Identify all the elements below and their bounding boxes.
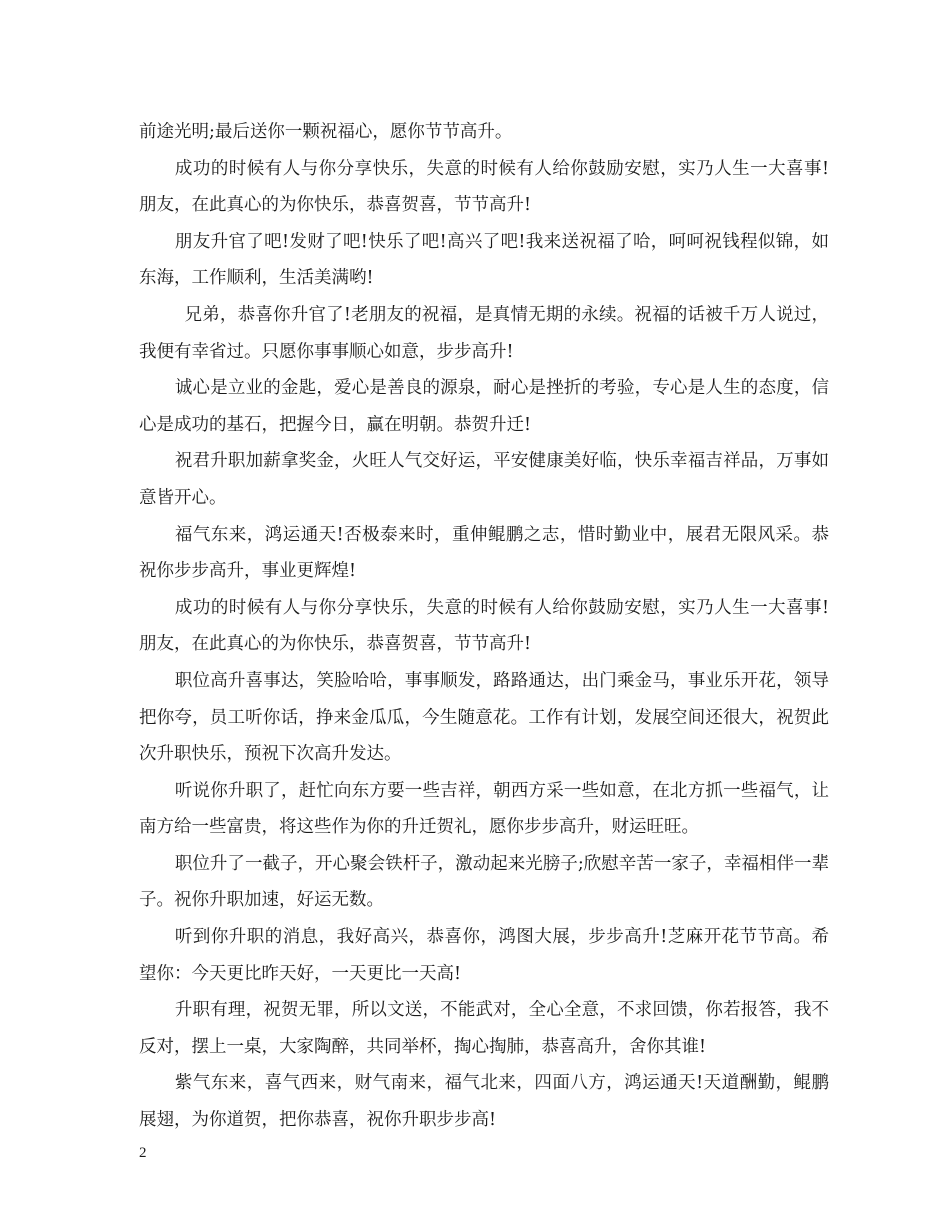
paragraph-4: 兄弟，恭喜你升官了!老朋友的祝福，是真情无期的永续。祝福的话被千万人说过，我便有幸省过。只愿你事事顺心如意，步步高升!: [139, 304, 829, 362]
paragraph-6: 祝君升职加薪拿奖金，火旺人气交好运，平安健康美好临，快乐幸福吉祥品，万事如意皆开心。: [139, 451, 829, 508]
document-body: [139, 114, 829, 1139]
page-number: 2: [139, 1145, 147, 1161]
paragraph-7: 福气东来，鸿运通天!否极泰来时，重伸鲲鹏之志，惜时勤业中，展君无限风采。恭祝你步步高升，事业更辉煌!: [139, 524, 829, 582]
paragraph-12: 听到你升职的消息，我好高兴，恭喜你，鸿图大展，步步高升!芝麻开花节节高。希望你：今天更比昨天好，一天更比一天高!: [139, 927, 829, 984]
paragraph-3: 朋友升官了吧!发财了吧!快乐了吧!高兴了吧!我来送祝福了哈，呵呵祝钱程似锦，如东海，工作顺利，生活美满哟!: [139, 231, 829, 289]
paragraph-8: 成功的时候有人与你分享快乐，失意的时候有人给你鼓励安慰，实乃人生一大喜事!朋友，在此真心的为你快乐，恭喜贺喜，节节高升!: [139, 597, 829, 655]
paragraph-13: 升职有理，祝贺无罪，所以文送，不能武对，全心全意，不求回馈，你若报答，我不反对，摆上一桌，大家陶醉，共同举杯，掏心掏肺，恭喜高升，舍你其谁!: [139, 1000, 829, 1057]
paragraph-10: 听说你升职了，赶忙向东方要一些吉祥，朝西方采一些如意，在北方抓一些福气，让南方给一些富贵，将这些作为你的升迁贺礼，愿你步步高升，财运旺旺。: [139, 780, 829, 838]
paragraph-2: 成功的时候有人与你分享快乐，失意的时候有人给你鼓励安慰，实乃人生一大喜事!朋友，在此真心的为你快乐，恭喜贺喜，节节高升!: [139, 158, 829, 216]
paragraph-5: 诚心是立业的金匙，爱心是善良的源泉，耐心是挫折的考验，专心是人生的态度，信心是成功的基石，把握今日，赢在明朝。恭贺升迁!: [139, 378, 829, 435]
paragraph-1: 前途光明;最后送你一颗祝福心，愿你节节高升。: [139, 122, 513, 142]
paragraph-14: 紫气东来，喜气西来，财气南来，福气北来，四面八方，鸿运通天!天道酬勤，鲲鹏展翅，为你道贺，把你恭喜，祝你升职步步高!: [139, 1073, 829, 1131]
paragraph-11: 职位升了一截子，开心聚会铁杆子，激动起来光膀子;欣慰辛苦一家子，幸福相伴一辈子。祝你升职加速，好运无数。: [139, 853, 829, 911]
paragraph-9: 职位高升喜事达，笑脸哈哈，事事顺发，路路通达，出门乘金马，事业乐开花，领导把你夸，员工听你话，挣来金瓜瓜，今生随意花。工作有计划，发展空间还很大，祝贺此次升职快乐，预祝下次高升发达。: [139, 670, 829, 765]
